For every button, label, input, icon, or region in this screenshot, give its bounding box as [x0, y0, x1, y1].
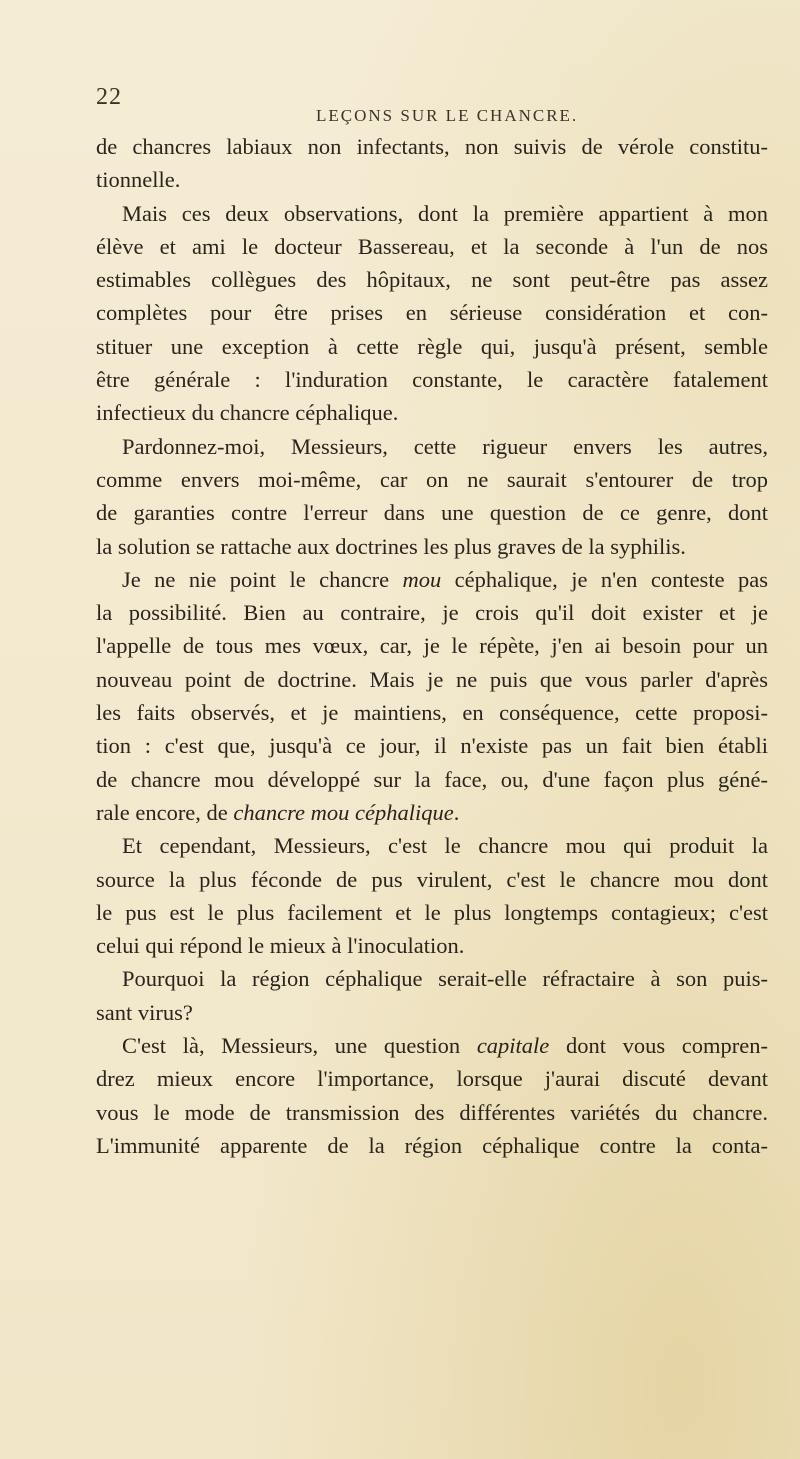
- text-line: Mais ces deux observations, dont la première appartient à mon: [122, 200, 768, 226]
- text-line: Et cependant, Messieurs, c'est le chancre mou qui produit la: [122, 833, 768, 859]
- text-line: la solution se rattache aux doctrines les plus graves de la syphilis.: [96, 533, 686, 559]
- text-line: vous le mode de transmission des différentes variétés du chancre.: [96, 1099, 768, 1125]
- text-line: de chancre mou développé sur la face, ou, d'une façon plus géné-: [96, 766, 768, 792]
- text-line: [96, 796, 768, 829]
- text-line: Pourquoi la région céphalique serait-elle réfractaire à son puis-: [122, 966, 768, 992]
- text-line: source la plus féconde de pus virulent, c'est le chancre mou dont: [96, 866, 768, 892]
- text-line: les faits observés, et je maintiens, en conséquence, cette proposi-: [96, 700, 768, 726]
- text-line: élève et ami le docteur Bassereau, et la seconde à l'un de nos: [96, 233, 768, 259]
- emphasis: mou: [402, 566, 442, 592]
- text-line: complètes pour être prises en sérieuse considération et con-: [96, 300, 768, 326]
- text-run: dont vous compren-: [549, 1033, 768, 1059]
- text-run: Je ne nie point le chancre: [122, 566, 403, 592]
- text-line: nouveau point de doctrine. Mais je ne puis que vous parler d'après: [96, 666, 768, 692]
- text-line: [96, 1029, 768, 1062]
- text-line: l'appelle de tous mes vœux, car, je le répète, j'en ai besoin pour un: [96, 633, 768, 659]
- text-run: céphalique, je n'en conteste pas: [441, 566, 768, 592]
- running-head: LEÇONS SUR LE CHANCRE.: [316, 106, 579, 125]
- text-line: drez mieux encore l'importance, lorsque j'aurai discuté devant: [96, 1066, 768, 1092]
- text-line: la possibilité. Bien au contraire, je crois qu'il doit exister et je: [96, 600, 768, 626]
- text-line: être générale : l'induration constante, le caractère fatalement: [96, 367, 768, 393]
- text-line: de chancres labiaux non infectants, non suivis de vérole constitu-: [96, 134, 768, 159]
- text-line: celui qui répond le mieux à l'inoculation.: [96, 933, 465, 959]
- emphasis: capitale: [476, 1033, 550, 1059]
- text-line: infectieux du chancre céphalique.: [96, 400, 399, 426]
- text-line: [96, 563, 768, 596]
- text-line: le pus est le plus facilement et le plus longtemps contagieux; c'est: [96, 899, 768, 925]
- emphasis: chancre mou céphalique: [233, 799, 454, 825]
- text-run: rale encore, de: [96, 799, 234, 825]
- text-line: Pardonnez-moi, Messieurs, cette rigueur envers les autres,: [122, 433, 768, 459]
- text-line: comme envers moi-même, car on ne saurait s'entourer de trop: [96, 466, 768, 492]
- text-line: tion : c'est que, jusqu'à ce jour, il n'existe pas un fait bien établi: [96, 733, 768, 759]
- text-line: estimables collègues des hôpitaux, ne sont peut-être pas assez: [96, 267, 768, 293]
- text-line: stituer une exception à cette règle qui, jusqu'à présent, semble: [96, 333, 768, 359]
- text-run: C'est là, Messieurs, une question: [122, 1033, 477, 1059]
- body-text: [96, 130, 768, 1162]
- text-run: .: [453, 799, 460, 825]
- text-line: de garanties contre l'erreur dans une question de ce genre, dont: [96, 500, 768, 526]
- text-line: sant virus?: [96, 999, 193, 1025]
- text-line: tionnelle.: [96, 167, 181, 193]
- page-number: 22: [96, 84, 122, 110]
- text-line: L'immunité apparente de la région céphalique contre la conta-: [96, 1132, 768, 1158]
